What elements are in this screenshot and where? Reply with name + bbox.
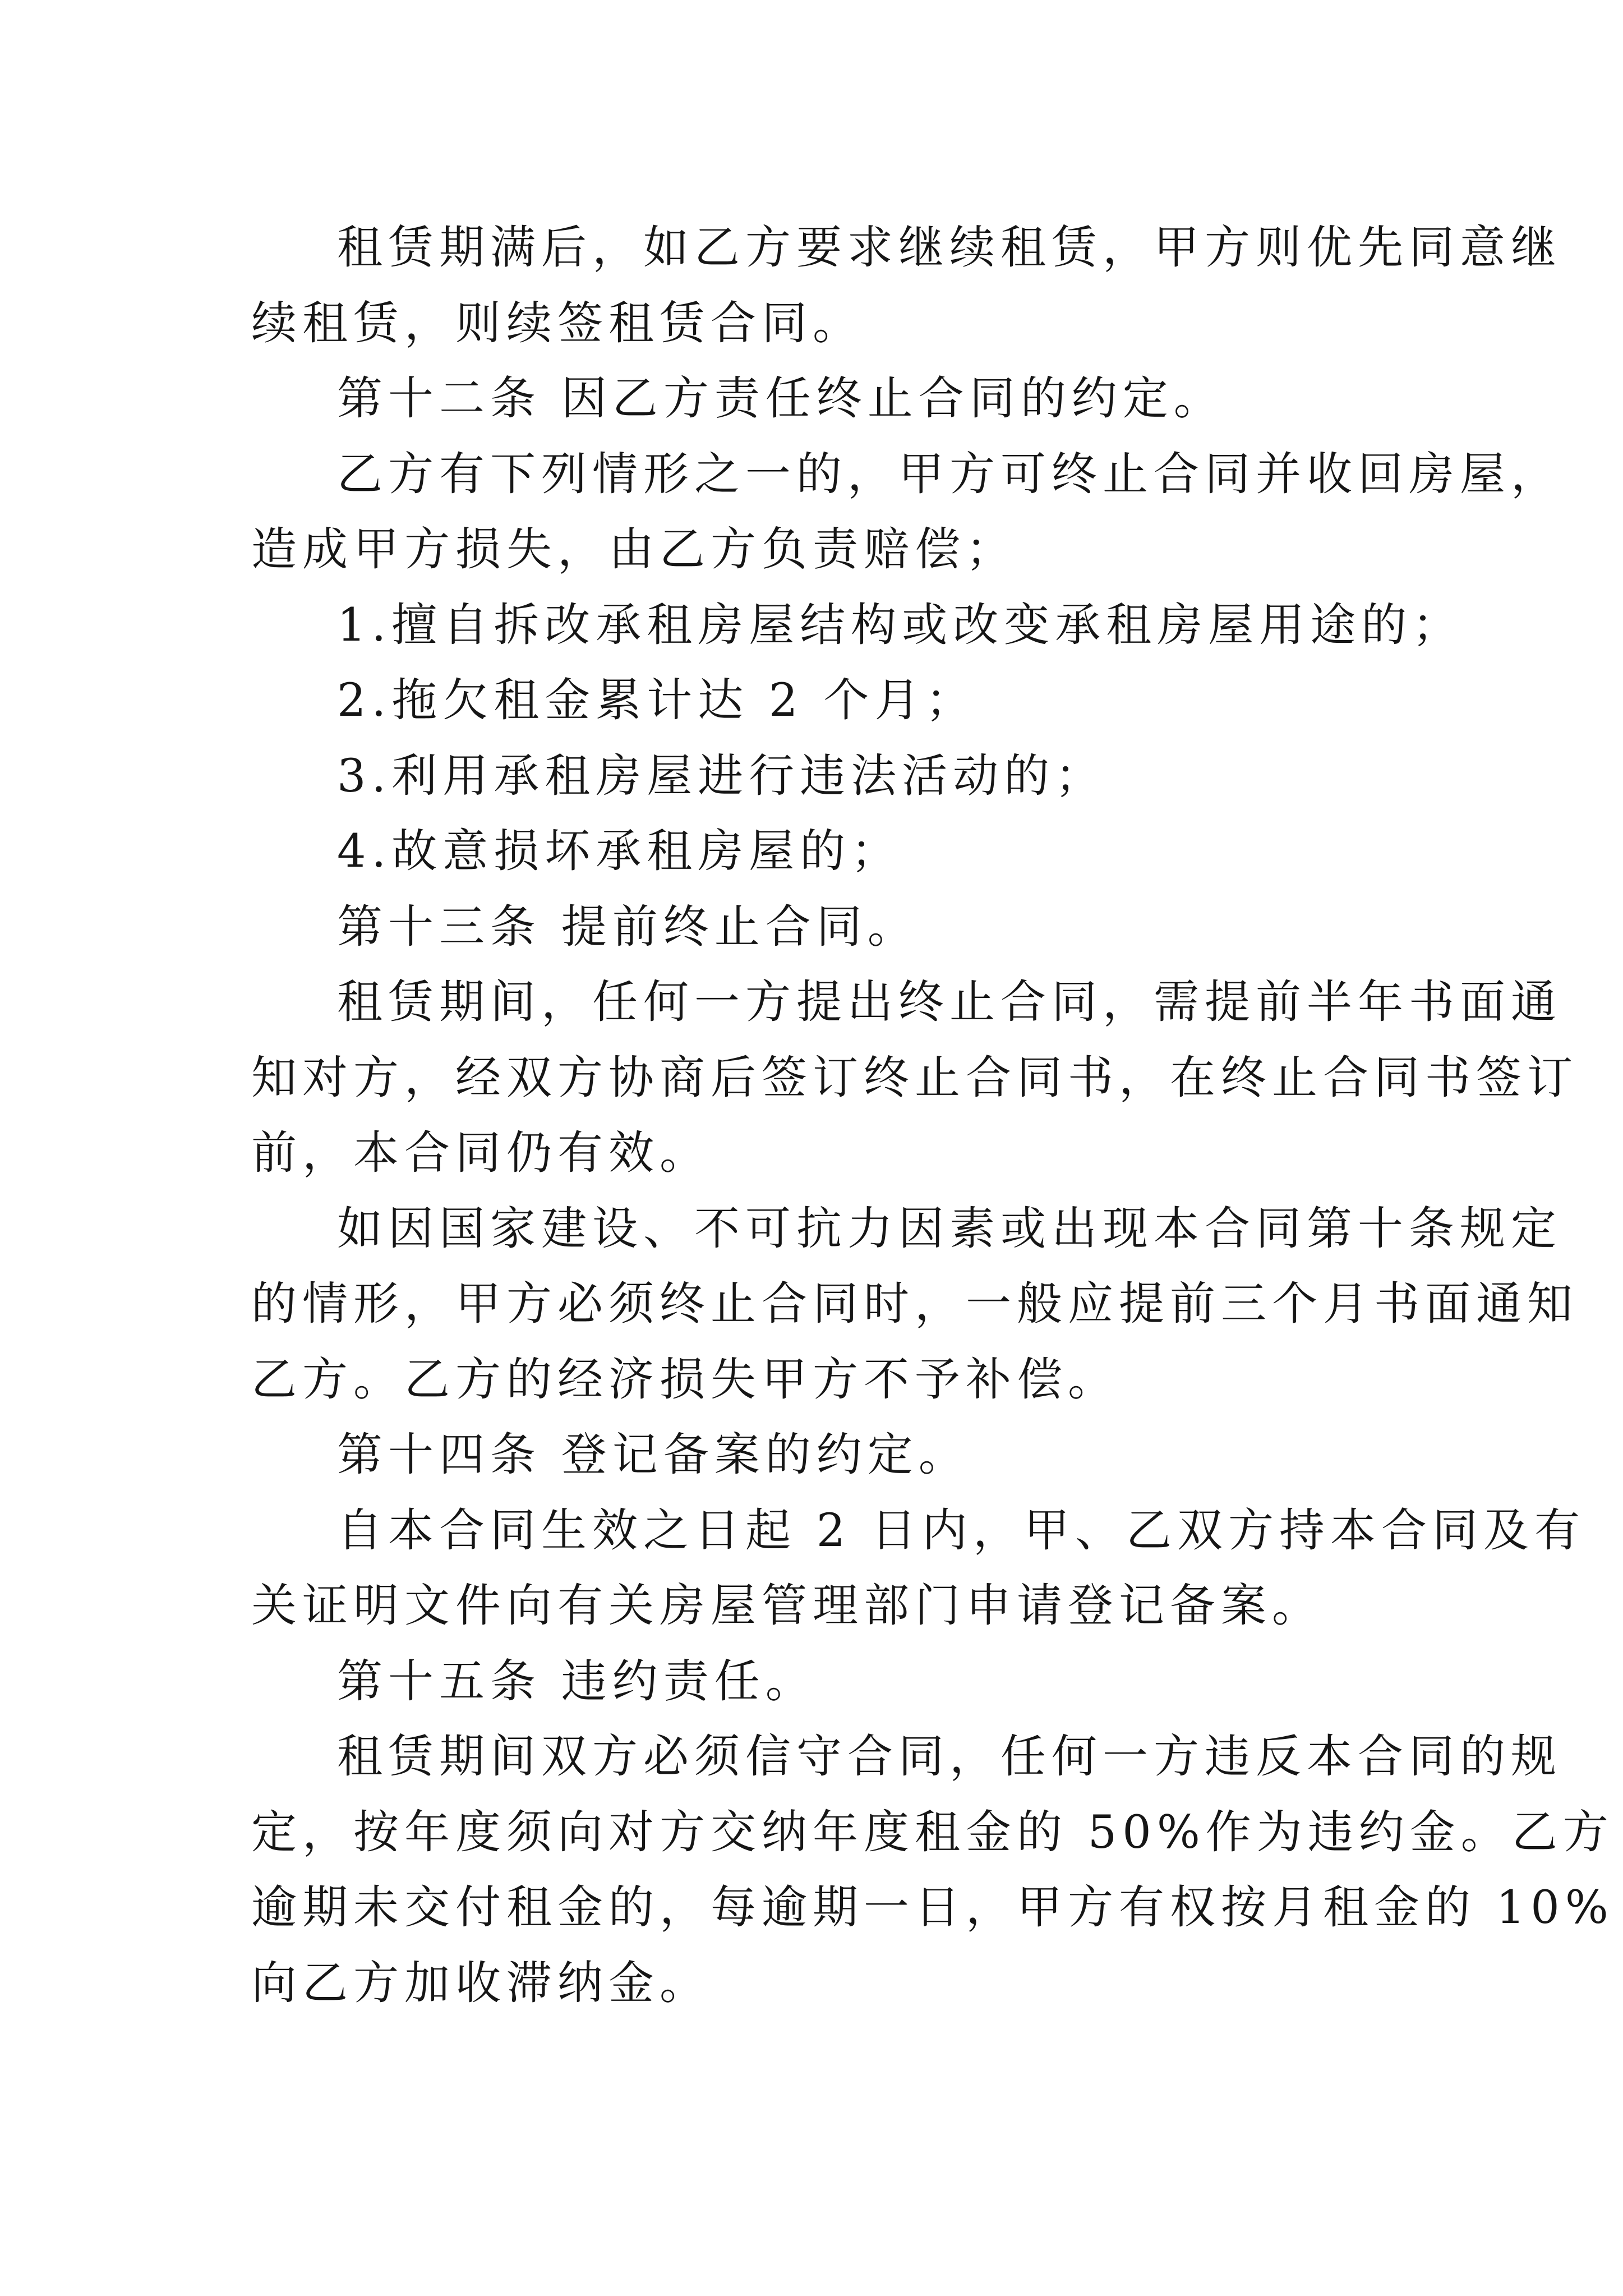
document-body xyxy=(251,210,1614,2021)
text-line: 前，本合同仍有效。 xyxy=(251,1127,711,1180)
list-item: 2.拖欠租金累计达 2 个月； xyxy=(337,674,977,727)
text-line: 租赁期满后，如乙方要求继续租赁，甲方则优先同意继 xyxy=(337,222,1562,274)
text-line: 知对方，经双方协商后签订终止合同书，在终止合同书签订 xyxy=(251,1051,1579,1105)
article-heading: 第十二条 因乙方责任终止合同的约定。 xyxy=(337,372,1225,425)
text-line: 自本合同生效之日起 2 日内，甲、乙双方持本合同及有 xyxy=(337,1504,1586,1557)
text-line: 的情形，甲方必须终止合同时，一般应提前三个月书面通知 xyxy=(251,1278,1579,1331)
article-heading: 第十四条 登记备案的约定。 xyxy=(337,1429,970,1481)
text-line: 续租赁，则续签租赁合同。 xyxy=(251,297,864,350)
text-line: 乙方有下列情形之一的，甲方可终止合同并收回房屋， xyxy=(337,448,1562,501)
text-line: 租赁期间双方必须信守合同，任何一方违反本合同的规 xyxy=(337,1731,1562,1783)
article-heading: 第十三条 提前终止合同。 xyxy=(337,900,919,954)
list-item: 1.擅自拆改承租房屋结构或改变承租房屋用途的； xyxy=(337,599,1464,652)
text-line: 定，按年度须向对方交纳年度租金的 50%作为违约金。乙方 xyxy=(251,1806,1614,1859)
text-line: 如因国家建设、不可抗力因素或出现本合同第十条规定 xyxy=(337,1202,1562,1255)
text-line: 租赁期间，任何一方提出终止合同，需提前半年书面通 xyxy=(337,976,1562,1029)
text-line: 向乙方加收滞纳金。 xyxy=(251,1957,711,2010)
article-heading: 第十五条 违约责任。 xyxy=(337,1655,817,1708)
text-line: 关证明文件向有关房屋管理部门申请登记备案。 xyxy=(251,1580,1324,1632)
list-item: 3.利用承租房屋进行违法活动的； xyxy=(337,749,1106,803)
list-item: 4.故意损坏承租房屋的； xyxy=(337,825,902,878)
text-line: 造成甲方损失，由乙方负责赔偿； xyxy=(251,523,1017,576)
text-line: 逾期未交付租金的，每逾期一日，甲方有权按月租金的 10% xyxy=(251,1881,1614,1934)
text-line: 乙方。乙方的经济损失甲方不予补偿。 xyxy=(251,1353,1119,1406)
